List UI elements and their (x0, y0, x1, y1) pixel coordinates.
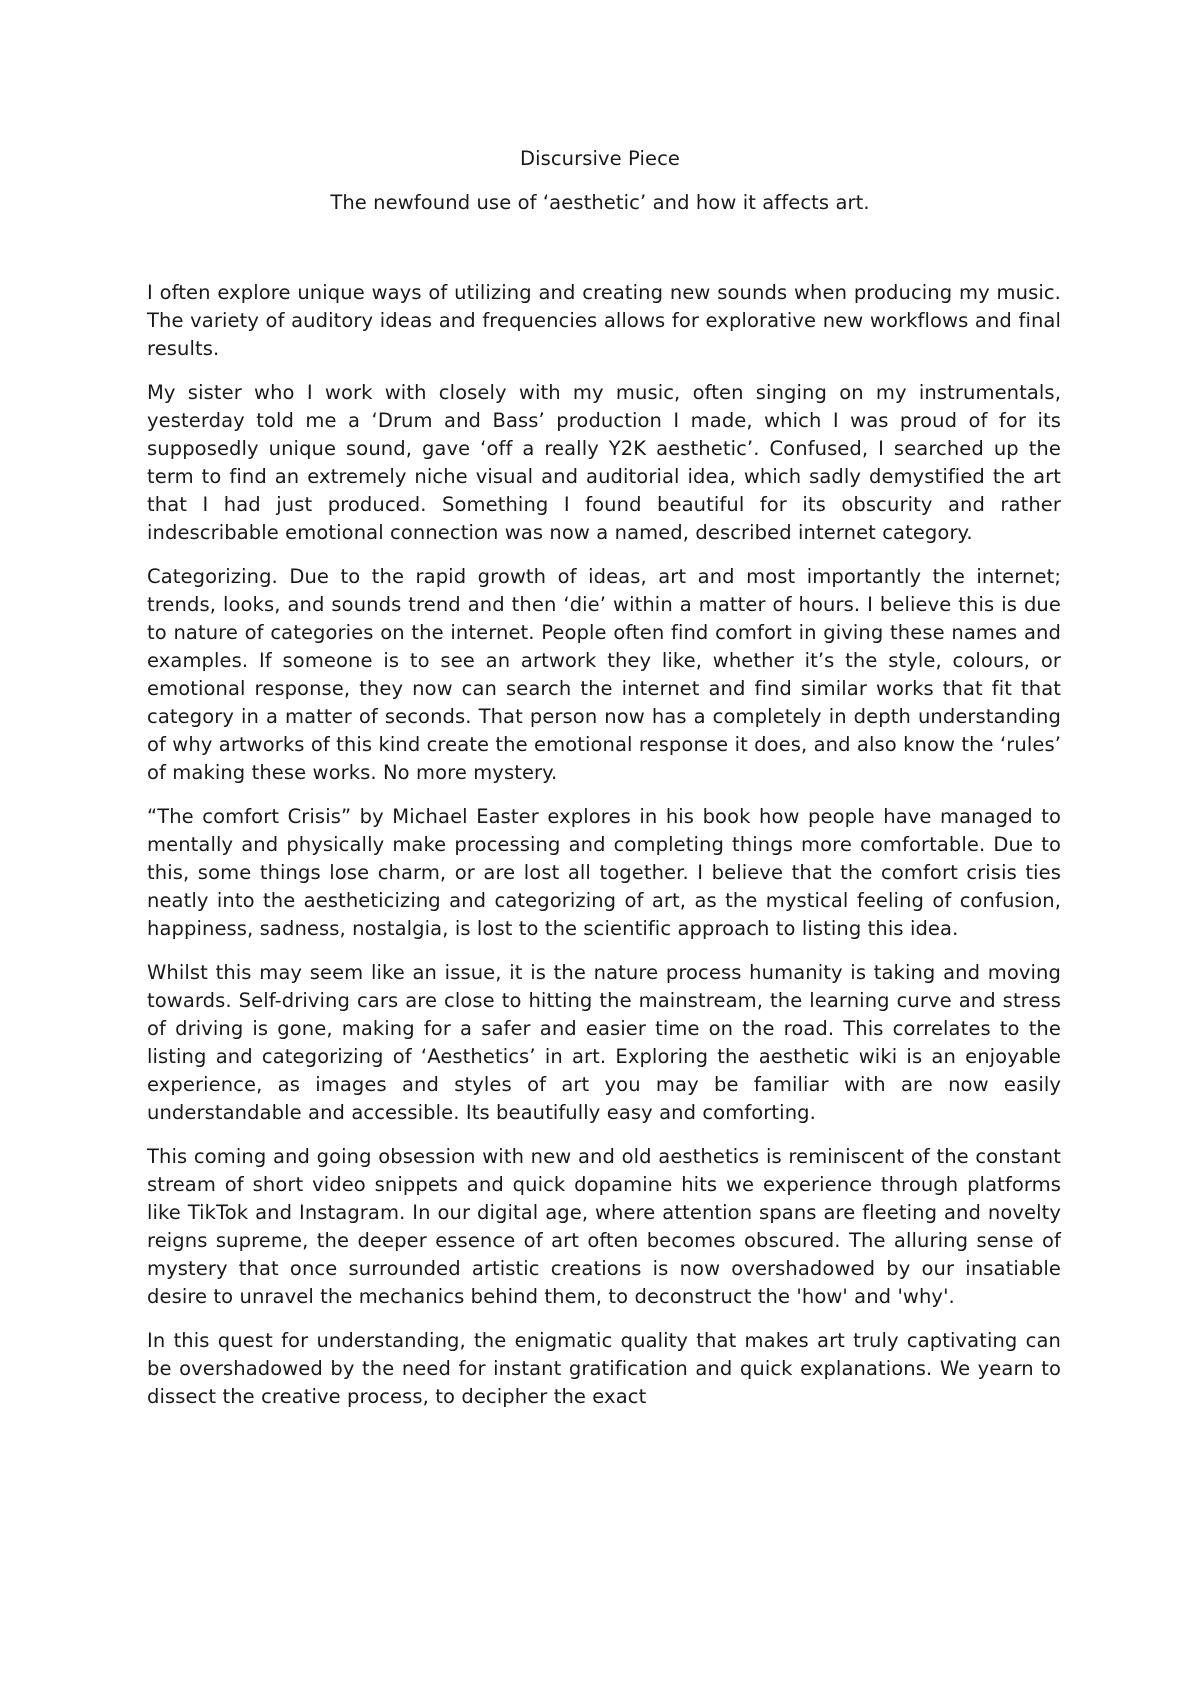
paragraph: Categorizing. Due to the rapid growth of ideas, art and most importantly the internet; trends, looks, and sounds trend and then ‘die’ within a matter of hours. I believe this is due to nature of categories on the internet. People often find comfort in giving these names and examples. If someone is to see an artwork they like, whether it’s the style, colours, or emotional response, they now can search the internet and find similar works that fit that category in a matter of seconds. That person now has a completely in depth understanding of why artworks of this kind create the emotional response it does, and also know the ‘rules’ of making these works. No more mystery. (147, 565, 1061, 784)
paragraph: Whilst this may seem like an issue, it is the nature process humanity is taking and moving towards. Self-driving cars are close to hitting the mainstream, the learning curve and stress of driving is gone, making for a safer and easier time on the road. This correlates to the listing and categorizing of ‘Aesthetics’ in art. Exploring the aesthetic wiki is an enjoyable experience, as images and styles of art you may be familiar with are now easily understandable and accessible. Its beautifully easy and comforting. (147, 961, 1061, 1124)
paragraph: I often explore unique ways of utilizing and creating new sounds when producing my music. The variety of auditory ideas and frequencies allows for explorative new workflows and final results. (147, 281, 1061, 360)
document-title: Discursive Piece (519, 147, 681, 170)
paragraph: In this quest for understanding, the enigmatic quality that makes art truly captivating can be overshadowed by the need for instant gratification and quick explanations. We yearn to dissect the creative process, to decipher the exact (147, 1329, 1061, 1408)
paragraph: My sister who I work with closely with my music, often singing on my instrumentals, yesterday told me a ‘Drum and Bass’ production I made, which I was proud of for its supposedly unique sound, gave ‘off a really Y2K aesthetic’. Confused, I searched up the term to find an extremely niche visual and auditorial idea, which sadly demystified the art that I had just produced. Something I found beautiful for its obscurity and rather indescribable emotional connection was now a named, described internet category. (147, 381, 1061, 544)
document-body (147, 279, 1061, 1427)
document-subtitle: The newfound use of ‘aesthetic’ and how it affects art. (330, 191, 870, 214)
paragraph: “The comfort Crisis” by Michael Easter explores in his book how people have managed to mentally and physically make processing and completing things more comfortable. Due to this, some things lose charm, or are lost all together. I believe that the comfort crisis ties neatly into the aestheticizing and categorizing of art, as the mystical feeling of confusion, happiness, sadness, nostalgia, is lost to the scientific approach to listing this idea. (147, 805, 1061, 940)
paragraph: This coming and going obsession with new and old aesthetics is reminiscent of the constant stream of short video snippets and quick dopamine hits we experience through platforms like TikTok and Instagram. In our digital age, where attention spans are fleeting and novelty reigns supreme, the deeper essence of art often becomes obscured. The alluring sense of mystery that once surrounded artistic creations is now overshadowed by our insatiable desire to unravel the mechanics behind them, to deconstruct the 'how' and 'why'. (147, 1145, 1061, 1308)
